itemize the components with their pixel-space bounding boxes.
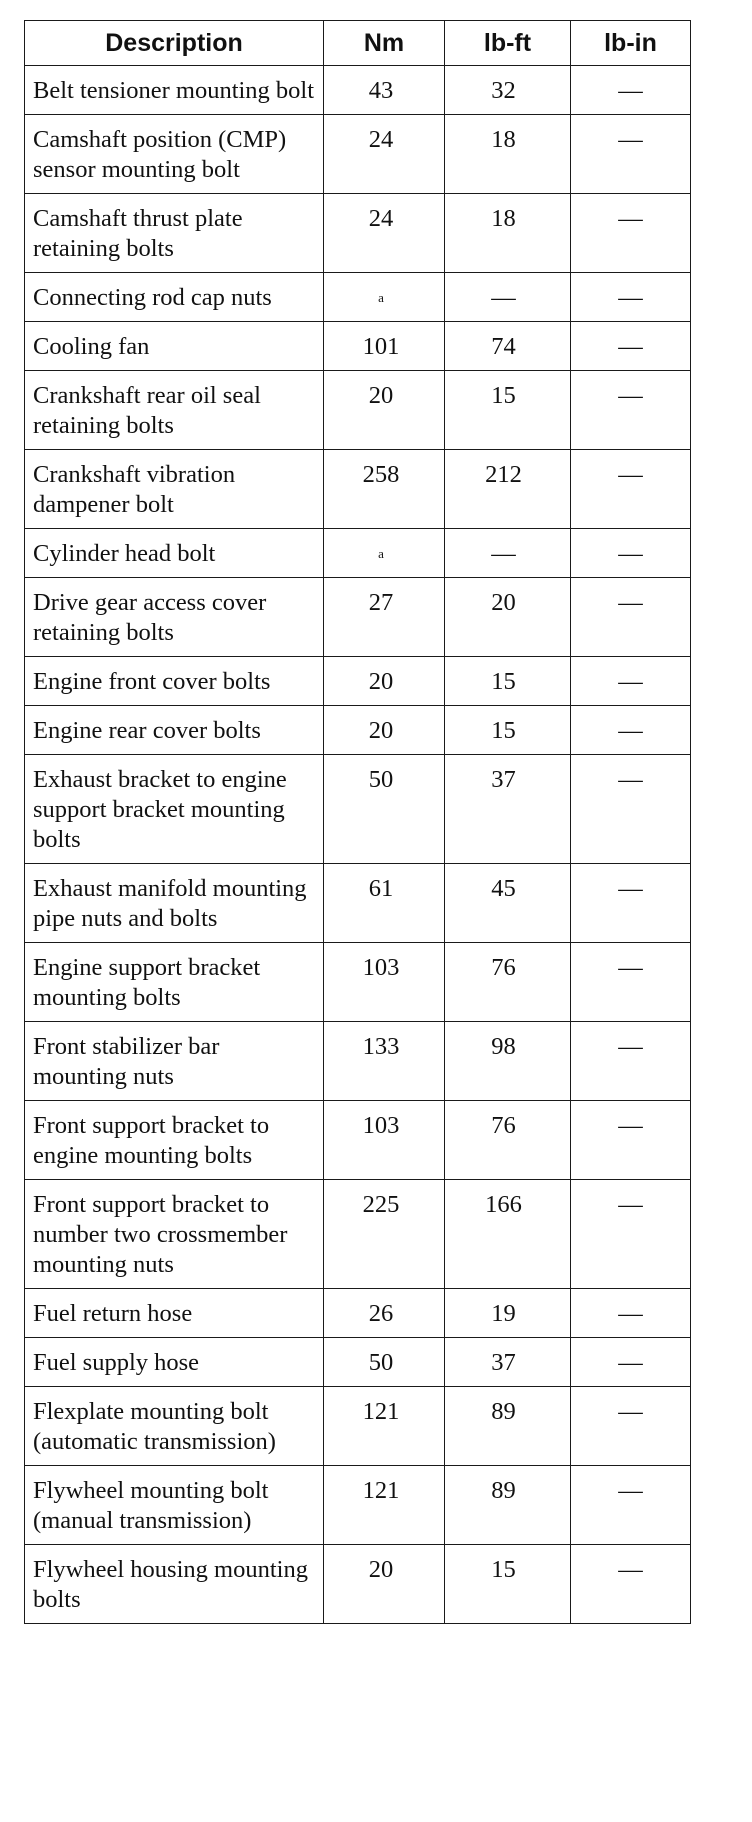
nm-cell: 27 xyxy=(324,578,445,657)
description-cell: Fuel supply hose xyxy=(25,1338,324,1387)
description-cell: Exhaust bracket to engine support bracket mounting bolts xyxy=(25,755,324,864)
lbin-cell: — xyxy=(571,322,691,371)
nm-cell: 103 xyxy=(324,943,445,1022)
table-row xyxy=(25,529,691,578)
nm-cell: 61 xyxy=(324,864,445,943)
lbft-cell: 89 xyxy=(445,1466,571,1545)
lbin-cell: — xyxy=(571,371,691,450)
footnote-marker: a xyxy=(378,546,384,561)
description-cell: Camshaft position (CMP) sensor mounting bolt xyxy=(25,115,324,194)
lbft-cell: 37 xyxy=(445,755,571,864)
lbft-cell: 19 xyxy=(445,1289,571,1338)
description-cell: Front stabilizer bar mounting nuts xyxy=(25,1022,324,1101)
table-row xyxy=(25,66,691,115)
lbft-cell: 15 xyxy=(445,706,571,755)
table-body xyxy=(25,66,691,1624)
lbft-cell: 15 xyxy=(445,1545,571,1624)
table-row xyxy=(25,755,691,864)
lbin-cell: — xyxy=(571,1387,691,1466)
lbin-cell: — xyxy=(571,864,691,943)
description-cell: Flexplate mounting bolt (automatic transmission) xyxy=(25,1387,324,1466)
lbft-cell: 37 xyxy=(445,1338,571,1387)
table-row xyxy=(25,1289,691,1338)
table-row xyxy=(25,322,691,371)
lbin-cell: — xyxy=(571,1101,691,1180)
description-cell: Crankshaft rear oil seal retaining bolts xyxy=(25,371,324,450)
table-row xyxy=(25,1101,691,1180)
lbin-cell: — xyxy=(571,755,691,864)
description-cell: Engine front cover bolts xyxy=(25,657,324,706)
table-row xyxy=(25,864,691,943)
nm-cell: 101 xyxy=(324,322,445,371)
description-cell: Camshaft thrust plate retaining bolts xyxy=(25,194,324,273)
table-row xyxy=(25,273,691,322)
lbin-cell: — xyxy=(571,529,691,578)
lbin-cell: — xyxy=(571,1338,691,1387)
torque-specification-table xyxy=(24,20,691,1624)
lbin-cell: — xyxy=(571,657,691,706)
description-cell: Fuel return hose xyxy=(25,1289,324,1338)
table-row xyxy=(25,115,691,194)
nm-cell: 103 xyxy=(324,1101,445,1180)
description-cell: Cylinder head bolt xyxy=(25,529,324,578)
nm-cell: 24 xyxy=(324,115,445,194)
nm-cell: 20 xyxy=(324,1545,445,1624)
lbin-cell: — xyxy=(571,1289,691,1338)
table-row xyxy=(25,1387,691,1466)
nm-cell: 133 xyxy=(324,1022,445,1101)
nm-cell: 121 xyxy=(324,1466,445,1545)
lbft-cell: 76 xyxy=(445,943,571,1022)
table-row xyxy=(25,943,691,1022)
lbft-cell: 45 xyxy=(445,864,571,943)
table-row xyxy=(25,450,691,529)
lbft-cell: 98 xyxy=(445,1022,571,1101)
nm-cell: 258 xyxy=(324,450,445,529)
lbin-cell: — xyxy=(571,943,691,1022)
description-cell: Front support bracket to number two crossmember mounting nuts xyxy=(25,1180,324,1289)
lbft-cell: 76 xyxy=(445,1101,571,1180)
lbft-cell: 18 xyxy=(445,194,571,273)
table-row xyxy=(25,1022,691,1101)
nm-cell: 50 xyxy=(324,1338,445,1387)
lbft-cell: 15 xyxy=(445,371,571,450)
lbft-cell: 32 xyxy=(445,66,571,115)
description-cell: Flywheel housing mounting bolts xyxy=(25,1545,324,1624)
lbin-cell: — xyxy=(571,578,691,657)
header-row xyxy=(25,21,691,66)
nm-cell: 225 xyxy=(324,1180,445,1289)
nm-cell: 20 xyxy=(324,657,445,706)
lbin-cell: — xyxy=(571,66,691,115)
description-cell: Front support bracket to engine mounting bolts xyxy=(25,1101,324,1180)
column-header-lbft: lb-ft xyxy=(445,21,571,66)
nm-cell: 43 xyxy=(324,66,445,115)
lbin-cell: — xyxy=(571,1022,691,1101)
table-row xyxy=(25,1466,691,1545)
table-row xyxy=(25,1180,691,1289)
lbin-cell: — xyxy=(571,1466,691,1545)
description-cell: Engine support bracket mounting bolts xyxy=(25,943,324,1022)
description-cell: Connecting rod cap nuts xyxy=(25,273,324,322)
description-cell: Cooling fan xyxy=(25,322,324,371)
column-header-lbin: lb-in xyxy=(571,21,691,66)
table-row xyxy=(25,1545,691,1624)
nm-cell: 20 xyxy=(324,371,445,450)
footnote-marker: a xyxy=(378,290,384,305)
lbin-cell: — xyxy=(571,1180,691,1289)
lbin-cell: — xyxy=(571,1545,691,1624)
lbft-cell: 18 xyxy=(445,115,571,194)
table-row xyxy=(25,578,691,657)
table-row xyxy=(25,194,691,273)
nm-cell: 50 xyxy=(324,755,445,864)
column-header-nm: Nm xyxy=(324,21,445,66)
lbft-cell: 212 xyxy=(445,450,571,529)
nm-cell-footnote xyxy=(324,273,445,322)
lbft-cell: — xyxy=(445,529,571,578)
column-header-description: Description xyxy=(25,21,324,66)
description-cell: Belt tensioner mounting bolt xyxy=(25,66,324,115)
lbft-cell: 89 xyxy=(445,1387,571,1466)
table-row xyxy=(25,1338,691,1387)
table-row xyxy=(25,657,691,706)
lbin-cell: — xyxy=(571,450,691,529)
lbft-cell: 166 xyxy=(445,1180,571,1289)
description-cell: Drive gear access cover retaining bolts xyxy=(25,578,324,657)
description-cell: Exhaust manifold mounting pipe nuts and bolts xyxy=(25,864,324,943)
table-row xyxy=(25,706,691,755)
lbft-cell: 15 xyxy=(445,657,571,706)
lbin-cell: — xyxy=(571,115,691,194)
nm-cell: 24 xyxy=(324,194,445,273)
nm-cell: 20 xyxy=(324,706,445,755)
lbft-cell: 20 xyxy=(445,578,571,657)
description-cell: Engine rear cover bolts xyxy=(25,706,324,755)
lbin-cell: — xyxy=(571,706,691,755)
nm-cell: 121 xyxy=(324,1387,445,1466)
nm-cell-footnote xyxy=(324,529,445,578)
description-cell: Crankshaft vibration dampener bolt xyxy=(25,450,324,529)
table-row xyxy=(25,371,691,450)
lbin-cell: — xyxy=(571,194,691,273)
lbft-cell: — xyxy=(445,273,571,322)
lbft-cell: 74 xyxy=(445,322,571,371)
nm-cell: 26 xyxy=(324,1289,445,1338)
lbin-cell: — xyxy=(571,273,691,322)
description-cell: Flywheel mounting bolt (manual transmission) xyxy=(25,1466,324,1545)
